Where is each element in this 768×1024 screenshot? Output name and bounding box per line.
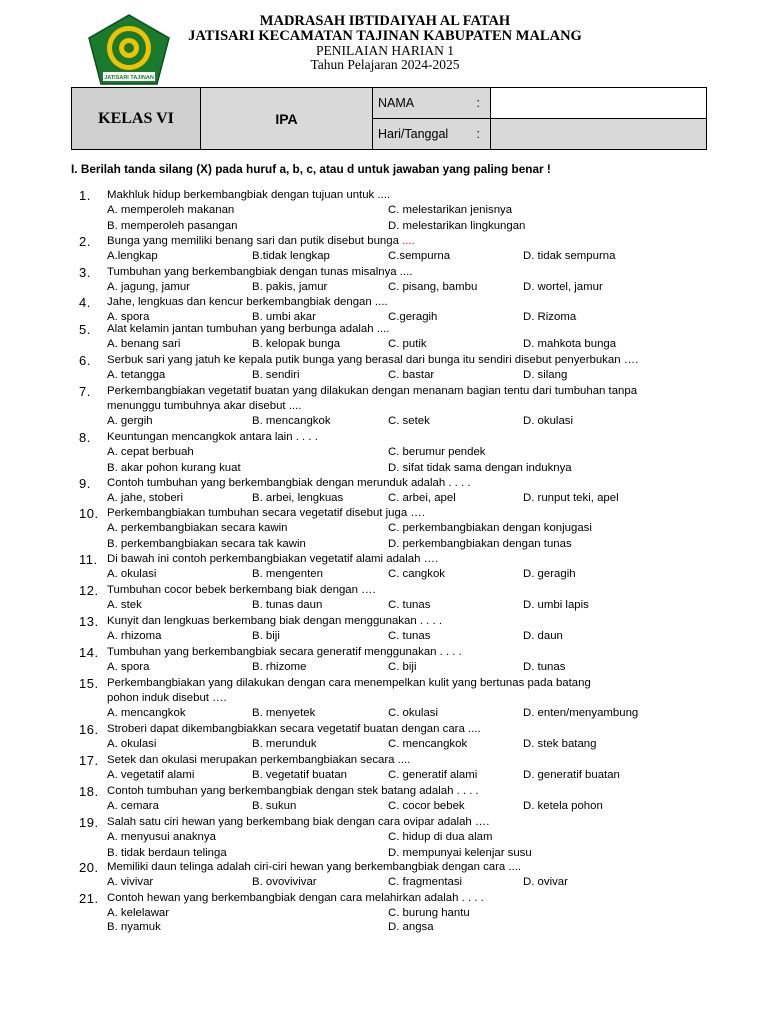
answer-option-d[interactable]: D. ketela pohon [523, 800, 603, 812]
question-text: Contoh tumbuhan yang berkembangbiak dengan stek batang adalah . . . . [107, 785, 479, 797]
answer-option-c[interactable]: C. cocor bebek [388, 800, 465, 812]
answer-option-c[interactable]: C. generatif alami [388, 769, 478, 781]
answer-option-d[interactable]: D. stek batang [523, 738, 597, 750]
answer-option-d[interactable]: D. enten/menyambung [523, 707, 639, 719]
answer-option-b[interactable]: B. merunduk [252, 738, 317, 750]
question-stem [107, 265, 667, 280]
question-text: Di bawah ini contoh perkembangbiakan vegetatif alami adalah …. [107, 553, 439, 565]
answer-option-c[interactable]: C. mencangkok [388, 738, 468, 750]
answer-option-a[interactable]: A. perkembangbiakan secara kawin [107, 522, 288, 534]
answer-option-a[interactable]: A. cepat berbuah [107, 446, 194, 458]
answer-option-c[interactable]: C. okulasi [388, 707, 439, 719]
question-stem [107, 815, 667, 830]
answer-option-b[interactable]: B. perkembangbiakan secara tak kawin [107, 538, 306, 550]
question-stem [107, 784, 667, 799]
answer-option-b[interactable]: B. tunas daun [252, 599, 323, 611]
answer-option-b[interactable]: B. kelopak bunga [252, 338, 341, 350]
answer-option-d[interactable]: D. okulasi [523, 415, 574, 427]
question-text: Salah satu ciri hewan yang berkembang biak dengan cara ovipar adalah …. [107, 816, 490, 828]
exam-title: PENILAIAN HARIAN 1 [316, 43, 454, 58]
answer-option-d[interactable]: D. geragih [523, 568, 576, 580]
answer-option-d[interactable]: D. daun [523, 630, 563, 642]
answer-option-b[interactable]: B. pakis, jamur [252, 281, 328, 293]
answer-option-a[interactable]: A. rhizoma [107, 630, 162, 642]
question-text: Perkembangbiakan tumbuhan secara vegetatif disebut juga …. [107, 507, 425, 519]
question-text-line2: menunggu tumbuhnya akar disebut .... [107, 400, 302, 412]
name-colon: : [476, 96, 480, 110]
answer-option-d[interactable]: D. generatif buatan [523, 769, 620, 781]
answer-option-d[interactable]: D. melestarikan lingkungan [388, 220, 526, 232]
question-text: Kunyit dan lengkuas berkembang biak dengan menggunakan . . . . [107, 615, 442, 627]
answer-option-c[interactable]: C. burung hantu [388, 907, 470, 919]
question-stem [107, 476, 667, 491]
question-number: 8. [79, 430, 91, 445]
answer-option-c[interactable]: C. fragmentasi [388, 876, 463, 888]
answer-option-a[interactable]: A. memperoleh makanan [107, 204, 235, 216]
question-stem [107, 430, 667, 445]
answer-option-c[interactable]: C.sempurna [388, 250, 451, 262]
question-stem [107, 722, 667, 737]
answer-option-a[interactable]: A. okulasi [107, 568, 157, 580]
question-text-line2: pohon induk disebut …. [107, 692, 227, 704]
answer-option-b[interactable]: B. ovovivivar [252, 876, 317, 888]
question-number: 17. [79, 753, 99, 768]
answer-option-b[interactable]: B. vegetatif buatan [252, 769, 347, 781]
answer-option-b[interactable]: B. sukun [252, 800, 297, 812]
answer-option-c[interactable]: C. pisang, bambu [388, 281, 478, 293]
question-number: 18. [79, 784, 99, 799]
answer-option-a[interactable]: A. jahe, stoberi [107, 492, 183, 504]
answer-option-b[interactable]: B. rhizome [252, 661, 307, 673]
name-field[interactable] [491, 88, 707, 119]
question-text: Setek dan okulasi merupakan perkembangbiakan secara .... [107, 754, 411, 766]
date-field[interactable] [491, 119, 707, 150]
answer-option-d[interactable]: D. mempunyai kelenjar susu [388, 847, 532, 859]
answer-option-d[interactable]: D. ovivar [523, 876, 568, 888]
question-stem [107, 676, 667, 706]
school-name: MADRASAH IBTIDAIYAH AL FATAH [259, 13, 511, 29]
answer-option-a[interactable]: A. jagung, jamur [107, 281, 190, 293]
answer-option-c[interactable]: C. arbei, apel [388, 492, 456, 504]
question-stem [107, 322, 667, 337]
answer-option-a[interactable]: A. kelelawar [107, 907, 170, 919]
answer-option-a[interactable]: A. benang sari [107, 338, 181, 350]
question-stem [107, 234, 667, 249]
answer-option-a[interactable]: A. mencangkok [107, 707, 186, 719]
answer-option-c[interactable]: C. melestarikan jenisnya [388, 204, 513, 216]
answer-option-a[interactable]: A. cemara [107, 800, 159, 812]
answer-option-c[interactable]: C. biji [388, 661, 417, 673]
question-number: 11. [79, 552, 98, 567]
question-text: Bunga yang memiliki benang sari dan putik disebut bunga [107, 235, 403, 247]
question-stem [107, 353, 667, 368]
answer-option-b[interactable]: B. menyetek [252, 707, 316, 719]
question-text: Stroberi dapat dikembangbiakkan secara vegetatif buatan dengan cara .... [107, 723, 481, 735]
answer-option-a[interactable]: A. okulasi [107, 738, 157, 750]
answer-option-b[interactable]: B. mengenten [252, 568, 323, 580]
question-text: Perkembangbiakan vegetatif buatan yang dilakukan dengan menanam bagian tentu dari tumbuhan tanpa [107, 385, 638, 397]
student-info-table [71, 87, 707, 150]
document-header [170, 14, 600, 72]
answer-option-c[interactable]: C. bastar [388, 369, 435, 381]
question-number: 16. [79, 722, 99, 737]
date-label-cell [373, 119, 491, 150]
answer-option-b[interactable]: B. umbi akar [252, 311, 316, 323]
answer-option-b[interactable]: B. memperoleh pasangan [107, 220, 238, 232]
question-text: Keuntungan mencangkok antara lain . . . . [107, 431, 318, 443]
question-stem [107, 891, 667, 906]
answer-option-c[interactable]: C. tunas [388, 599, 431, 611]
question-text: Tumbuhan yang berkembangbiak dengan tunas misalnya .... [107, 266, 413, 278]
answer-option-b[interactable]: B. sendiri [252, 369, 300, 381]
logo-text: JATISARI TAJINAN [104, 75, 154, 81]
answer-option-d[interactable]: D. wortel, jamur [523, 281, 603, 293]
answer-option-b[interactable]: B. tidak berdaun telinga [107, 847, 227, 859]
answer-option-a[interactable]: A. spora [107, 661, 150, 673]
answer-option-b[interactable]: B. mencangkok [252, 415, 331, 427]
question-number: 6. [79, 353, 91, 368]
answer-option-b[interactable]: B. nyamuk [107, 921, 161, 933]
answer-option-d[interactable]: D. sifat tidak sama dengan induknya [388, 462, 572, 474]
answer-option-d[interactable]: D. umbi lapis [523, 599, 589, 611]
answer-option-b[interactable]: B. biji [252, 630, 280, 642]
answer-option-d[interactable]: D. Rizoma [523, 311, 577, 323]
question-number: 15. [79, 676, 99, 691]
school-address: JATISARI KECAMATAN TAJINAN KABUPATEN MALANG [188, 28, 582, 44]
answer-option-b[interactable]: B.tidak lengkap [252, 250, 330, 262]
answer-option-a[interactable]: A.lengkap [107, 250, 158, 262]
answer-option-d[interactable]: D. tidak sempurna [523, 250, 616, 262]
question-number: 19. [79, 815, 99, 830]
question-text: Tumbuhan yang berkembangbiak secara generatif menggunakan . . . . [107, 646, 462, 658]
date-label: Hari/Tanggal [378, 127, 449, 141]
question-stem [107, 614, 667, 629]
question-text: Memiliki daun telinga adalah ciri-ciri hewan yang berkembangbiak dengan cara .... [107, 861, 522, 873]
answer-option-b[interactable]: B. akar pohon kurang kuat [107, 462, 241, 474]
answer-option-d[interactable]: D. angsa [388, 921, 434, 933]
date-colon: : [476, 127, 480, 141]
subject-label: IPA [201, 88, 373, 150]
question-stem [107, 506, 667, 521]
class-label: KELAS VI [72, 88, 201, 150]
answer-option-a[interactable]: A. stek [107, 599, 142, 611]
question-stem [107, 295, 667, 310]
answer-option-c[interactable]: C. berumur pendek [388, 446, 486, 458]
answer-option-b[interactable]: B. arbei, lengkuas [252, 492, 344, 504]
question-number: 14. [79, 645, 99, 660]
answer-option-a[interactable]: A. vegetatif alami [107, 769, 195, 781]
answer-option-d[interactable]: D. tunas [523, 661, 566, 673]
question-text: Serbuk sari yang jatuh ke kepala putik bunga yang berasal dari bunga itu sendiri disebut penyerbukan …. [107, 354, 639, 366]
answer-option-c[interactable]: C. cangkok [388, 568, 445, 580]
answer-option-d[interactable]: D. runput teki, apel [523, 492, 619, 504]
name-label: NAMA [378, 96, 415, 110]
question-number: 7. [79, 384, 91, 399]
answer-option-c[interactable]: C. hidup di dua alam [388, 831, 493, 843]
question-stem [107, 753, 667, 768]
question-number: 1. [79, 188, 91, 203]
question-stem [107, 583, 667, 598]
question-number: 3. [79, 265, 91, 280]
answer-option-d[interactable]: D. mahkota bunga [523, 338, 617, 350]
answer-option-c[interactable]: C.geragih [388, 311, 438, 323]
instruction-text: I. Berilah tanda silang (X) pada huruf a, b, c, atau d untuk jawaban yang paling benar ! [71, 162, 551, 176]
question-text: Alat kelamin jantan tumbuhan yang berbunga adalah .... [107, 323, 390, 335]
answer-option-a[interactable]: A. menyusui anaknya [107, 831, 216, 843]
answer-option-a[interactable]: A. spora [107, 311, 150, 323]
question-number: 5. [79, 322, 91, 337]
question-stem [107, 188, 667, 203]
name-label-cell [373, 88, 491, 119]
answer-option-a[interactable]: A. vivivar [107, 876, 154, 888]
answer-option-c[interactable]: C. setek [388, 415, 430, 427]
question-number: 12. [79, 583, 99, 598]
school-logo-icon [87, 14, 171, 86]
question-text: Perkembangbiakan yang dilakukan dengan cara menempelkan kulit yang bertunas pada batang [107, 677, 591, 689]
question-text: Jahe, lengkuas dan kencur berkembangbiak dengan .... [107, 296, 388, 308]
question-text: Contoh hewan yang berkembangbiak dengan cara melahirkan adalah . . . . [107, 892, 484, 904]
question-number: 21. [79, 891, 99, 906]
question-stem [107, 860, 667, 875]
answer-option-a[interactable]: A. tetangga [107, 369, 166, 381]
question-text: Tumbuhan cocor bebek berkembang biak dengan …. [107, 584, 376, 596]
academic-year: Tahun Pelajaran 2024-2025 [310, 57, 460, 72]
question-number: 20. [79, 860, 99, 875]
answer-option-c[interactable]: C. tunas [388, 630, 431, 642]
answer-option-c[interactable]: C. putik [388, 338, 427, 350]
question-number: 10. [79, 506, 99, 521]
question-text: Makhluk hidup berkembangbiak dengan tujuan untuk .... [107, 189, 391, 201]
question-blank: .... [402, 235, 415, 247]
question-number: 4. [79, 295, 91, 310]
question-stem [107, 552, 667, 567]
answer-option-c[interactable]: C. perkembangbiakan dengan konjugasi [388, 522, 592, 534]
answer-option-d[interactable]: D. silang [523, 369, 568, 381]
question-number: 9. [79, 476, 91, 491]
question-number: 2. [79, 234, 91, 249]
question-stem [107, 384, 667, 414]
question-text: Contoh tumbuhan yang berkembangbiak dengan merunduk adalah . . . . [107, 477, 471, 489]
answer-option-a[interactable]: A. gergih [107, 415, 153, 427]
question-stem [107, 645, 667, 660]
question-number: 13. [79, 614, 99, 629]
answer-option-d[interactable]: D. perkembangbiakan dengan tunas [388, 538, 572, 550]
